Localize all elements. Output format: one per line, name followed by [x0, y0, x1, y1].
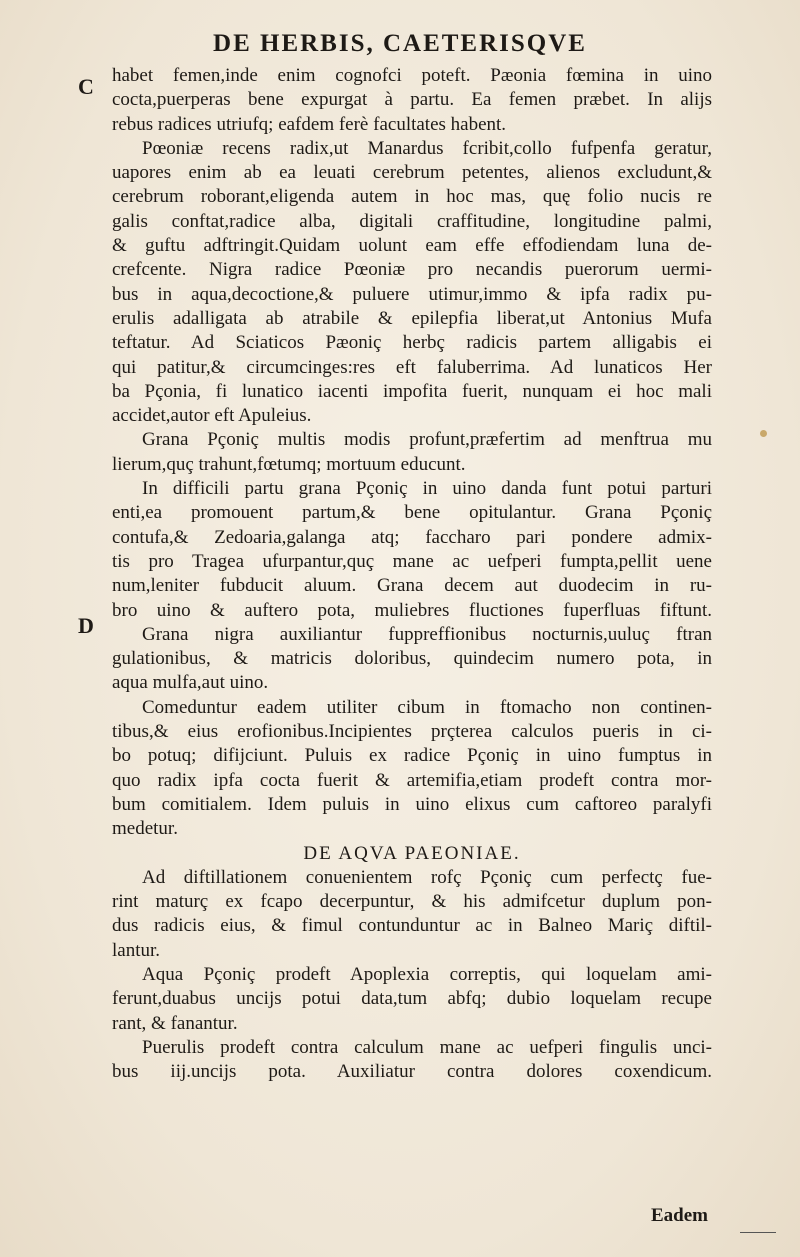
text-line: Aqua Pçoniç prodeft Apoplexia correptis, qui loquelam ami-	[142, 963, 712, 985]
text-line: enti,ea promouent partum,& bene opitulantur. Grana Pçoniç	[112, 502, 712, 524]
text-line: ferunt,duabus uncijs potui data,tum abfq; dubio loquelam recupe	[112, 988, 712, 1010]
text-line: num,leniter fubducit aluum. Grana decem aut duodecim in ru-	[112, 575, 712, 597]
text-line: Ad diftillationem conuenientem rofç Pçoniç cum perfectç fue-	[142, 866, 712, 888]
running-header: DE HERBIS, CAETERISQVE	[213, 30, 587, 57]
text-line: rebus radices utriufq; eafdem ferè facultates habent.	[112, 113, 507, 135]
text-line: uapores enim ab ea leuati cerebrum petentes, alienos excludunt,&	[112, 162, 712, 184]
text-line: galis conftat,radice alba, digitali craffitudine, longitudine palmi,	[112, 210, 712, 232]
paper-stain	[760, 430, 767, 437]
text-line: bum comitialem. Idem puluis in uino elixus cum caftoreo paralyfi	[112, 793, 712, 815]
text-line: Grana nigra auxiliantur fuppreffionibus nocturnis,uuluç ftran	[142, 623, 712, 645]
text-line: In difficili partu grana Pçoniç in uino danda funt potui parturi	[142, 478, 712, 500]
section-heading: DE AQVA PAEONIAE.	[303, 842, 521, 864]
text-line: cerebrum roborant,eligenda autem in hoc mas, quę folio nucis re	[112, 186, 712, 208]
text-line: dus radicis eius, & fimul contunduntur ac in Balneo Mariç diftil-	[112, 915, 712, 937]
text-line: aqua mulfa,aut uino.	[112, 672, 269, 694]
text-line: & guftu adftringit.Quidam uolunt eam effe effodiendam luna de-	[112, 235, 712, 257]
text-column	[112, 64, 712, 1084]
text-line: tibus,& eius erofionibus.Incipientes prçterea calculos pueris in ci-	[112, 721, 712, 743]
margin-letter-d: D	[78, 613, 94, 638]
text-line: rant, & fanantur.	[112, 1012, 238, 1034]
text-line: gulationibus, & matricis doloribus, quindecim numero pota, in	[112, 648, 712, 670]
text-line: bus iij.uncijs pota. Auxiliatur contra dolores coxendicum.	[112, 1061, 712, 1083]
text-line: lantur.	[112, 939, 161, 961]
catchword: Eadem	[651, 1205, 708, 1226]
text-line: Pœoniæ recens radix,ut Manardus fcribit,collo fufpenfa geratur,	[142, 137, 712, 159]
text-line: teftatur. Ad Sciaticos Pæoniç herbç radicis partem alligabis ei	[112, 332, 712, 354]
text-line: bo potuq; difijciunt. Puluis ex radice Pçoniç in uino fumptus in	[112, 745, 712, 767]
text-line: quo radix ipfa cocta fuerit & artemifia,etiam prodeft contra mor-	[112, 769, 712, 791]
text-line: Grana Pçoniç multis modis profunt,præfertim ad menftrua mu	[142, 429, 712, 451]
text-line: crefcente. Nigra radice Pœoniæ pro necandis puerorum uermi-	[112, 259, 712, 281]
text-line: habet femen,inde enim cognofci poteft. Pæonia fœmina in uino	[112, 65, 712, 86]
text-line: ba Pçonia, fi lunatico iacenti impofita fuerit, nunquam ei hoc mali	[112, 380, 712, 402]
text-line: medetur.	[112, 818, 178, 840]
text-line: contufa,& Zedoaria,galanga atq; faccharo pari pondere admix-	[112, 526, 712, 548]
text-line: Puerulis prodeft contra calculum mane ac uefperi fingulis unci-	[142, 1036, 712, 1058]
text-line: lierum,quç trahunt,fœtumq; mortuum educunt.	[112, 453, 466, 475]
text-line: Comeduntur eadem utiliter cibum in ftomacho non continen-	[142, 696, 712, 718]
text-line: rint maturç ex fcapo decerpuntur, & his admifcetur duplum pon-	[112, 891, 712, 913]
text-line: cocta,puerperas bene expurgat à partu. Ea femen præbet. In alijs	[112, 89, 712, 111]
text-line: bus in aqua,decoctione,& puluere utimur,immo & ipfa radix pu-	[112, 283, 712, 305]
text-line: accidet,autor eft Apuleius.	[112, 405, 312, 427]
margin-letter-c: C	[78, 74, 94, 99]
catchword-rule	[740, 1232, 776, 1233]
text-line: bro uino & auftero pota, muliebres fluctiones fuperfluas fiftunt.	[112, 599, 712, 621]
text-line: tis pro Tragea ufurpantur,quç mane ac uefperi fumpta,pellit uene	[112, 550, 712, 572]
text-line: qui patitur,& circumcinges:res eft faluberrima. Ad lunaticos Her	[112, 356, 712, 378]
text-line: erulis adalligata ab atrabile & epilepfia liberat,ut Antonius Mufa	[112, 307, 712, 329]
